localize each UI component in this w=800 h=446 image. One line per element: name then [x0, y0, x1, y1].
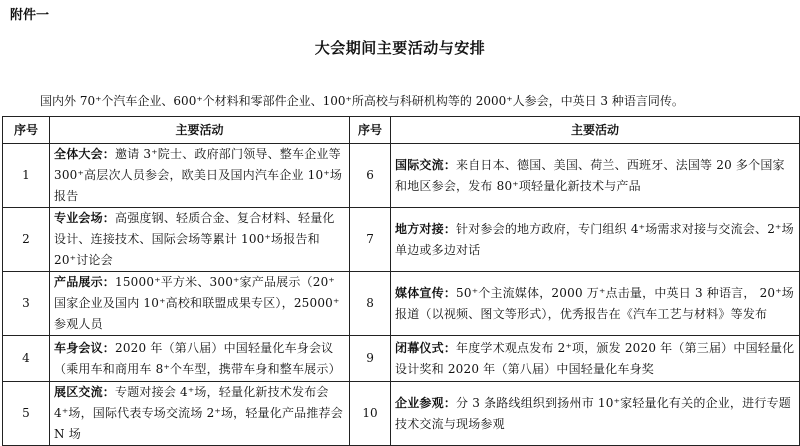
activity-description: 年度学术观点发布 2⁺项，颁发 2020 年（第三届）中国轻量化设计奖和 2020 年（第八届）中国轻量化车身奖	[395, 340, 795, 376]
activity-description: 分 3 条路线组织到扬州市 10⁺家轻量化有关的企业，进行专题技术交流与现场参观	[395, 395, 791, 431]
activity-label: 媒体宣传：	[395, 285, 457, 300]
activity-cell	[50, 382, 350, 446]
document-title: 大会期间主要活动与安排	[314, 39, 486, 57]
header-num-left: 序号	[3, 117, 50, 144]
activity-description: 邀请 3⁺院士、政府部门领导、整车企业等 300⁺高层次人员参会，欧美日及国内汽车企业 10⁺场报告	[54, 147, 343, 203]
activity-cell	[50, 208, 350, 272]
activity-description: 50⁺个主流媒体，2000 万⁺点击量，中英日 3 种语言， 20⁺场报道（以视频、图文等形式），优秀报告在《汽车工艺与材料》等发布	[395, 285, 795, 321]
activity-label: 专业会场：	[54, 211, 116, 225]
activity-description: 来自日本、德国、美国、荷兰、西班牙、法国等 20 多个国家和地区参会，发布 80⁺项轻量化新技术与产品	[395, 157, 785, 193]
row-number: 4	[3, 336, 50, 382]
activity-label: 全体大会：	[54, 147, 116, 161]
activity-description: 针对参会的地方政府，专门组织 4⁺场需求对接与交流会、2⁺场单边或多边对话	[395, 221, 794, 257]
table-row	[3, 208, 800, 272]
activity-cell	[50, 336, 350, 382]
activity-cell	[50, 144, 350, 208]
activity-label: 闭幕仪式：	[395, 340, 457, 355]
row-number: 1	[3, 144, 50, 208]
activity-schedule-table	[2, 116, 800, 446]
header-num-right: 序号	[350, 117, 391, 144]
activity-description: 高强度钢、轻质合金、复合材料、轻量化设计、连接技术、国际会场等累计 100⁺场报告和 20⁺讨论会	[54, 211, 335, 267]
row-number: 2	[3, 208, 50, 272]
activity-label: 车身会议：	[54, 340, 116, 355]
intro-paragraph: 国内外 70⁺个汽车企业、600⁺个材料和零部件企业、100⁺所高校与科研机构等的 2000⁺人参会，中英日 3 种语言同传。	[40, 94, 684, 108]
activity-cell	[391, 382, 800, 446]
activity-cell	[391, 272, 800, 336]
attachment-label: 附件一	[10, 8, 50, 23]
row-number: 10	[350, 382, 391, 446]
activity-label: 企业参观：	[395, 395, 457, 410]
table-row	[3, 144, 800, 208]
row-number: 3	[3, 272, 50, 336]
row-number: 9	[350, 336, 391, 382]
activity-label: 地方对接：	[395, 221, 457, 236]
row-number: 6	[350, 144, 391, 208]
activity-description: 15000⁺平方米、300⁺家产品展示（20⁺国家企业及国内 10⁺高校和联盟成果专区），25000⁺参观人员	[54, 275, 340, 331]
activity-cell	[50, 272, 350, 336]
activity-description: 2020 年（第八届）中国轻量化车身会议（乘用车和商用车 8⁺个车型，携带车身和整车展示）	[54, 340, 341, 376]
activity-cell	[391, 144, 800, 208]
row-number: 8	[350, 272, 391, 336]
row-number: 7	[350, 208, 391, 272]
table-row	[3, 382, 800, 446]
table-row	[3, 336, 800, 382]
activity-label: 展区交流：	[54, 385, 116, 399]
header-activity-right: 主要活动	[391, 117, 800, 144]
row-number: 5	[3, 382, 50, 446]
activity-label: 国际交流：	[395, 157, 457, 172]
header-activity-left: 主要活动	[50, 117, 350, 144]
activity-cell	[391, 208, 800, 272]
activity-description: 专题对接会 4⁺场，轻量化新技术发布会 4⁺场，国际代表专场交流场 2⁺场，轻量化产品推荐会 N 场	[54, 385, 343, 441]
table-row	[3, 272, 800, 336]
activity-cell	[391, 336, 800, 382]
table-header-row	[3, 117, 800, 144]
activity-label: 产品展示：	[54, 275, 116, 289]
